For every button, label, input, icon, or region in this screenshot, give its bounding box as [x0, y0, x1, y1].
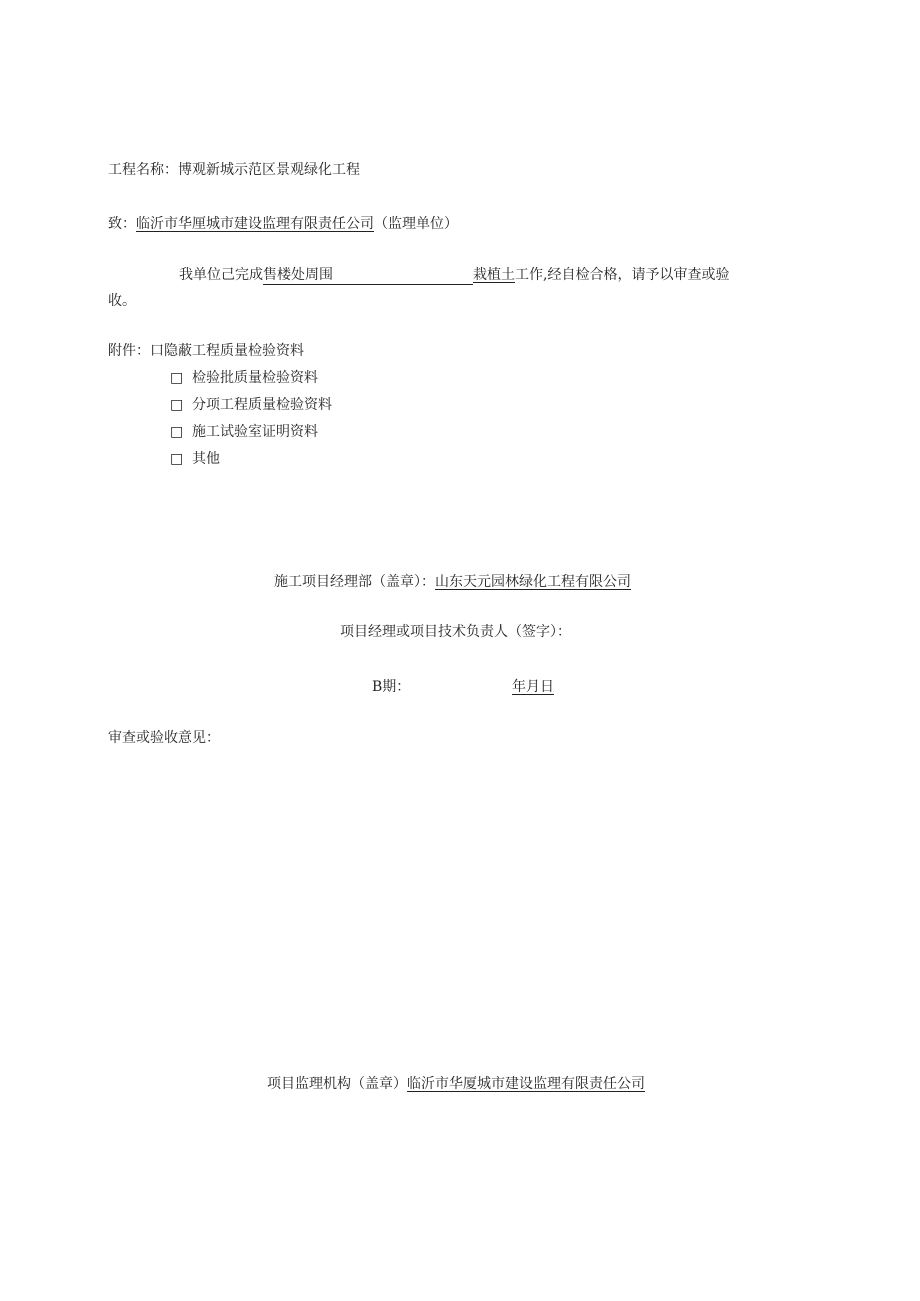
body-line-2 [108, 292, 136, 310]
project-name-label: 工程名称： [108, 162, 178, 178]
attachment-item [170, 450, 220, 468]
body-task: 栽植土 [473, 267, 515, 283]
checkbox-icon: □ [170, 424, 184, 440]
supervisor-label: 项目监理机构（盖章） [267, 1076, 407, 1092]
attachments-line [108, 342, 304, 360]
manager-signature-line [340, 623, 571, 641]
attachment-item-label: 检验批质量检验资料 [192, 370, 318, 386]
review-opinion-label: 审查或验收意见： [108, 730, 220, 746]
body-location-field [263, 266, 473, 285]
attachment-item-label: 其他 [192, 451, 220, 467]
date-value: 年月日 [512, 679, 554, 695]
addressee-company: 临沂市华厘城市建设监理有限责任公司 [136, 216, 374, 232]
body-intro: 我单位己完成 [179, 267, 263, 283]
attachment-item-hidden-works: 口隐蔽工程质量检验资料 [150, 343, 304, 359]
attachment-item [170, 369, 318, 387]
date-label: B期： [372, 679, 411, 695]
addressee-suffix: （监理单位） [374, 216, 458, 232]
manager-signature-label: 项目经理或项目技术负责人（签字）： [340, 624, 571, 640]
project-name-line [108, 161, 360, 179]
supervisor-company: 临沂市华厦城市建设监理有限责任公司 [407, 1076, 645, 1092]
addressee-prefix: 致： [108, 216, 136, 232]
checkbox-icon: □ [170, 370, 184, 386]
checkbox-icon: □ [170, 451, 184, 467]
checkbox-icon: □ [170, 397, 184, 413]
attachment-item [170, 396, 332, 414]
contractor-line [274, 573, 631, 591]
review-opinion-line [108, 729, 220, 747]
addressee-line [108, 215, 458, 233]
supervisor-line [267, 1075, 645, 1093]
body-cont: 收。 [108, 293, 136, 309]
project-name-value: 博观新城示范区景观绿化工程 [178, 162, 360, 178]
contractor-company: 山东天元园林绿化工程有限公司 [435, 574, 631, 590]
attachment-item-label: 施工试验室证明资料 [192, 424, 318, 440]
attachment-item [170, 423, 318, 441]
body-line-1 [179, 266, 729, 285]
attachment-item-label: 分项工程质量检验资料 [192, 397, 332, 413]
contractor-label: 施工项目经理部（盖章）： [274, 574, 435, 590]
date-value-line [512, 678, 554, 696]
attachments-label: 附件： [108, 343, 150, 359]
date-line [372, 678, 410, 696]
body-rest: 工作,经自检合格，请予以审查或验 [515, 267, 730, 283]
body-location: 售楼处周围 [263, 267, 333, 283]
